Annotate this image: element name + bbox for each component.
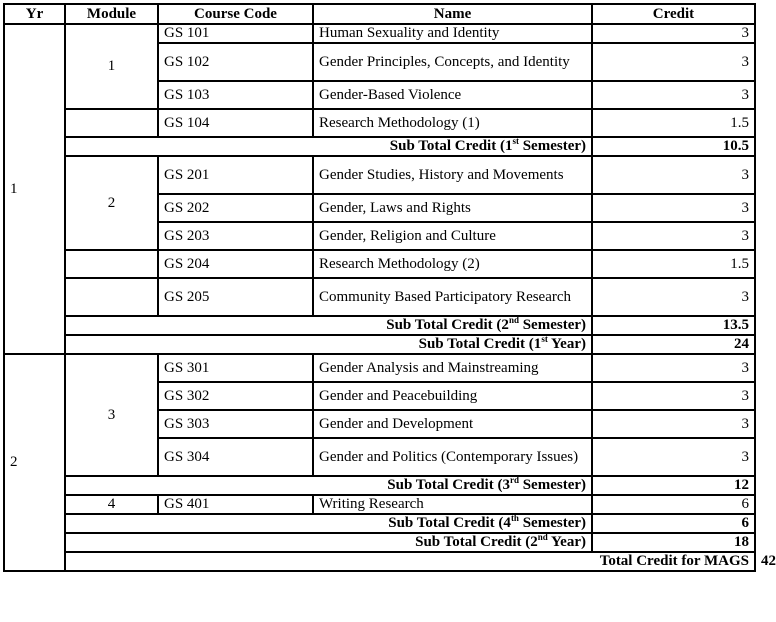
credit-cell: 1.5 — [592, 250, 755, 278]
course-name-cell: Gender Principles, Concepts, and Identity — [313, 43, 592, 81]
header-course-code: Course Code — [158, 4, 313, 24]
table-row — [4, 250, 755, 278]
credit-cell: 1.5 — [592, 109, 755, 137]
course-code-cell: GS 101 — [158, 24, 313, 43]
subtotal-value: 12 — [592, 476, 755, 495]
module-empty-cell — [65, 250, 158, 278]
header-yr: Yr — [4, 4, 65, 24]
credit-cell: 3 — [592, 382, 755, 410]
year-subtotal-row — [4, 533, 755, 552]
course-code-cell: GS 201 — [158, 156, 313, 194]
subtotal-row — [4, 137, 755, 156]
subtotal-value: 18 — [592, 533, 755, 552]
course-name-cell: Gender Analysis and Mainstreaming — [313, 354, 592, 382]
course-name-cell: Gender, Religion and Culture — [313, 222, 592, 250]
course-code-cell: GS 302 — [158, 382, 313, 410]
credit-cell: 6 — [592, 495, 755, 514]
subtotal-value: 24 — [592, 335, 755, 354]
course-name-cell: Gender-Based Violence — [313, 81, 592, 109]
course-code-cell: GS 102 — [158, 43, 313, 81]
course-code-cell: GS 304 — [158, 438, 313, 476]
total-row: Total Credit for MAGS 42 — [4, 552, 755, 571]
course-name-cell: Human Sexuality and Identity — [313, 24, 592, 43]
credit-cell: 3 — [592, 156, 755, 194]
subtotal-label: Sub Total Credit (4th Semester) — [65, 514, 592, 533]
credit-cell: 3 — [592, 81, 755, 109]
module-empty-cell — [65, 278, 158, 316]
subtotal-row — [4, 514, 755, 533]
year-subtotal-row — [4, 335, 755, 354]
subtotal-value: 6 — [592, 514, 755, 533]
course-code-cell: GS 203 — [158, 222, 313, 250]
subtotal-label: Sub Total Credit (2nd Semester) — [65, 316, 592, 335]
table-row — [4, 354, 755, 382]
table-row — [4, 495, 755, 514]
credit-cell: 3 — [592, 222, 755, 250]
module-empty-cell — [65, 109, 158, 137]
header-row — [4, 4, 755, 24]
course-code-cell: GS 202 — [158, 194, 313, 222]
subtotal-value: 13.5 — [592, 316, 755, 335]
course-code-cell: GS 204 — [158, 250, 313, 278]
course-code-cell: GS 303 — [158, 410, 313, 438]
subtotal-row — [4, 476, 755, 495]
credit-cell: 3 — [592, 194, 755, 222]
subtotal-label: Sub Total Credit (3rd Semester) — [65, 476, 592, 495]
header-name: Name — [313, 4, 592, 24]
course-code-cell: GS 103 — [158, 81, 313, 109]
table-row — [4, 156, 755, 194]
curriculum-table — [3, 3, 776, 572]
total-label: Total Credit for MAGS — [65, 552, 755, 571]
module-cell: 4 — [65, 495, 158, 514]
credit-cell: 3 — [592, 43, 755, 81]
module-cell: 3 — [65, 354, 158, 476]
year-cell: 1 — [4, 24, 65, 354]
credit-cell: 3 — [592, 354, 755, 382]
table-row — [4, 278, 755, 316]
credit-cell: 3 — [592, 24, 755, 43]
course-code-cell: GS 205 — [158, 278, 313, 316]
header-credit: Credit — [592, 4, 755, 24]
subtotal-label: Sub Total Credit (1st Semester) — [65, 137, 592, 156]
course-name-cell: Gender and Peacebuilding — [313, 382, 592, 410]
header-module: Module — [65, 4, 158, 24]
module-cell: 1 — [65, 24, 158, 109]
table-row — [4, 109, 755, 137]
course-name-cell: Research Methodology (1) — [313, 109, 592, 137]
course-name-cell: Gender and Politics (Contemporary Issues) — [313, 438, 592, 476]
table-row — [4, 24, 755, 43]
course-name-cell: Writing Research — [313, 495, 592, 514]
module-cell: 2 — [65, 156, 158, 250]
subtotal-label: Sub Total Credit (2nd Year) — [65, 533, 592, 552]
subtotal-label: Sub Total Credit (1st Year) — [65, 335, 592, 354]
course-code-cell: GS 401 — [158, 495, 313, 514]
course-name-cell: Gender and Development — [313, 410, 592, 438]
course-code-cell: GS 301 — [158, 354, 313, 382]
year-cell: 2 — [4, 354, 65, 571]
subtotal-value: 10.5 — [592, 137, 755, 156]
credit-cell: 3 — [592, 438, 755, 476]
course-name-cell: Community Based Participatory Research — [313, 278, 592, 316]
credit-cell: 3 — [592, 278, 755, 316]
course-name-cell: Gender, Laws and Rights — [313, 194, 592, 222]
course-name-cell: Gender Studies, History and Movements — [313, 156, 592, 194]
course-name-cell: Research Methodology (2) — [313, 250, 592, 278]
subtotal-row — [4, 316, 755, 335]
course-code-cell: GS 104 — [158, 109, 313, 137]
credit-cell: 3 — [592, 410, 755, 438]
